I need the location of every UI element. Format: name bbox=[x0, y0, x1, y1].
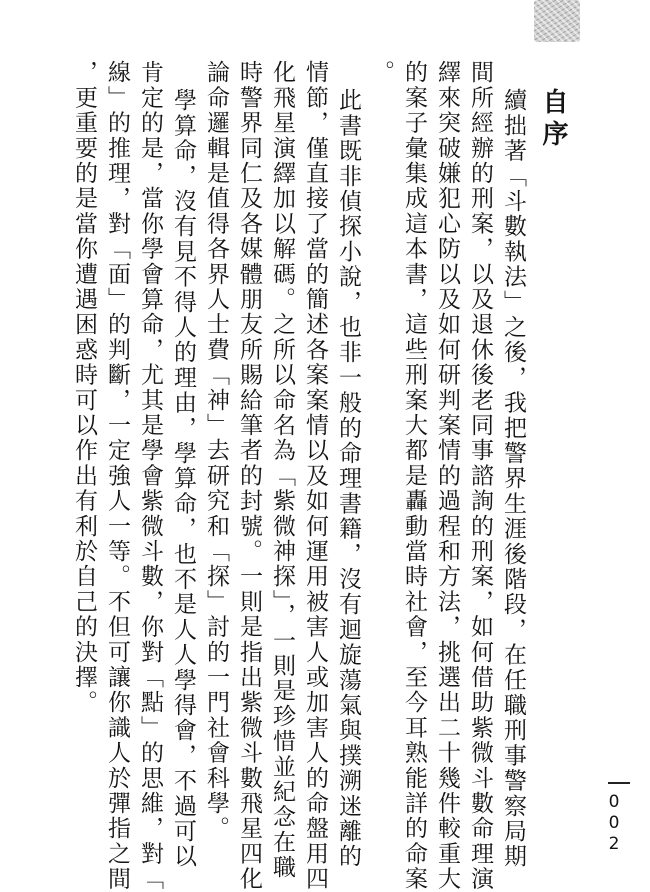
text-column-7: 情節，僅直接了當的簡述各案案情以及如何運用被害人或加害人的命盤用四 bbox=[302, 60, 328, 892]
text-column-8: 化飛星演繹加以解碼。之所以命名為「紫微神探」，一則是珍惜並紀念在職 bbox=[269, 60, 295, 881]
text-column-9: 時警界同仁及各媒體朋友所賜給筆者的封號。一則是指出紫微斗數飛星四化 bbox=[236, 60, 262, 892]
text-column-2: 間所經辦的刑案，以及退休後老同事諮詢的刑案，如何借助紫微斗數命理演 bbox=[467, 60, 493, 892]
text-column-6: 此書既非偵探小說，也非一般的命理書籍，沒有迴旋蕩氣與撲溯迷離的 bbox=[335, 88, 361, 870]
corner-seal-image bbox=[534, 0, 580, 42]
text-column-11: 學算命，沒有見不得人的理由，學算命，也不是人人學得會，不過可以 bbox=[170, 88, 196, 870]
text-column-10: 論命邏輯是值得各界人士費「神」去研究和「探」討的一門社會科學。 bbox=[203, 60, 229, 842]
page-title: 自序 bbox=[538, 88, 568, 152]
text-column-13: 線」的推理，對「面」的判斷，一定強人一等。不但可讓你識人於彈指之間 bbox=[104, 60, 130, 892]
text-column-4: 的案子彙集成這本書，這些刑案大都是轟動當時社會，至今耳熟能詳的命案 bbox=[401, 60, 427, 892]
page-number bbox=[604, 768, 638, 855]
page-number-dash bbox=[608, 782, 630, 784]
text-column-14: ，更重要的是當你遭遇困惑時可以作出有利於自己的決擇。 bbox=[71, 60, 97, 716]
text-column-3: 繹來突破嫌犯心防以及如何研判案情的過程和方法，挑選出二十幾件較重大 bbox=[434, 60, 460, 892]
page-number-text: 002 bbox=[604, 792, 624, 855]
text-column-1: 續拙著「斗數執法」之後，我把警界生涯後階段，在任職刑事警察局期 bbox=[500, 88, 526, 870]
text-column-12: 肯定的是，當你學會算命，尤其是學會紫微斗數，你對「點」的思維，對「 bbox=[137, 60, 163, 892]
text-column-5: 。 bbox=[368, 60, 394, 86]
